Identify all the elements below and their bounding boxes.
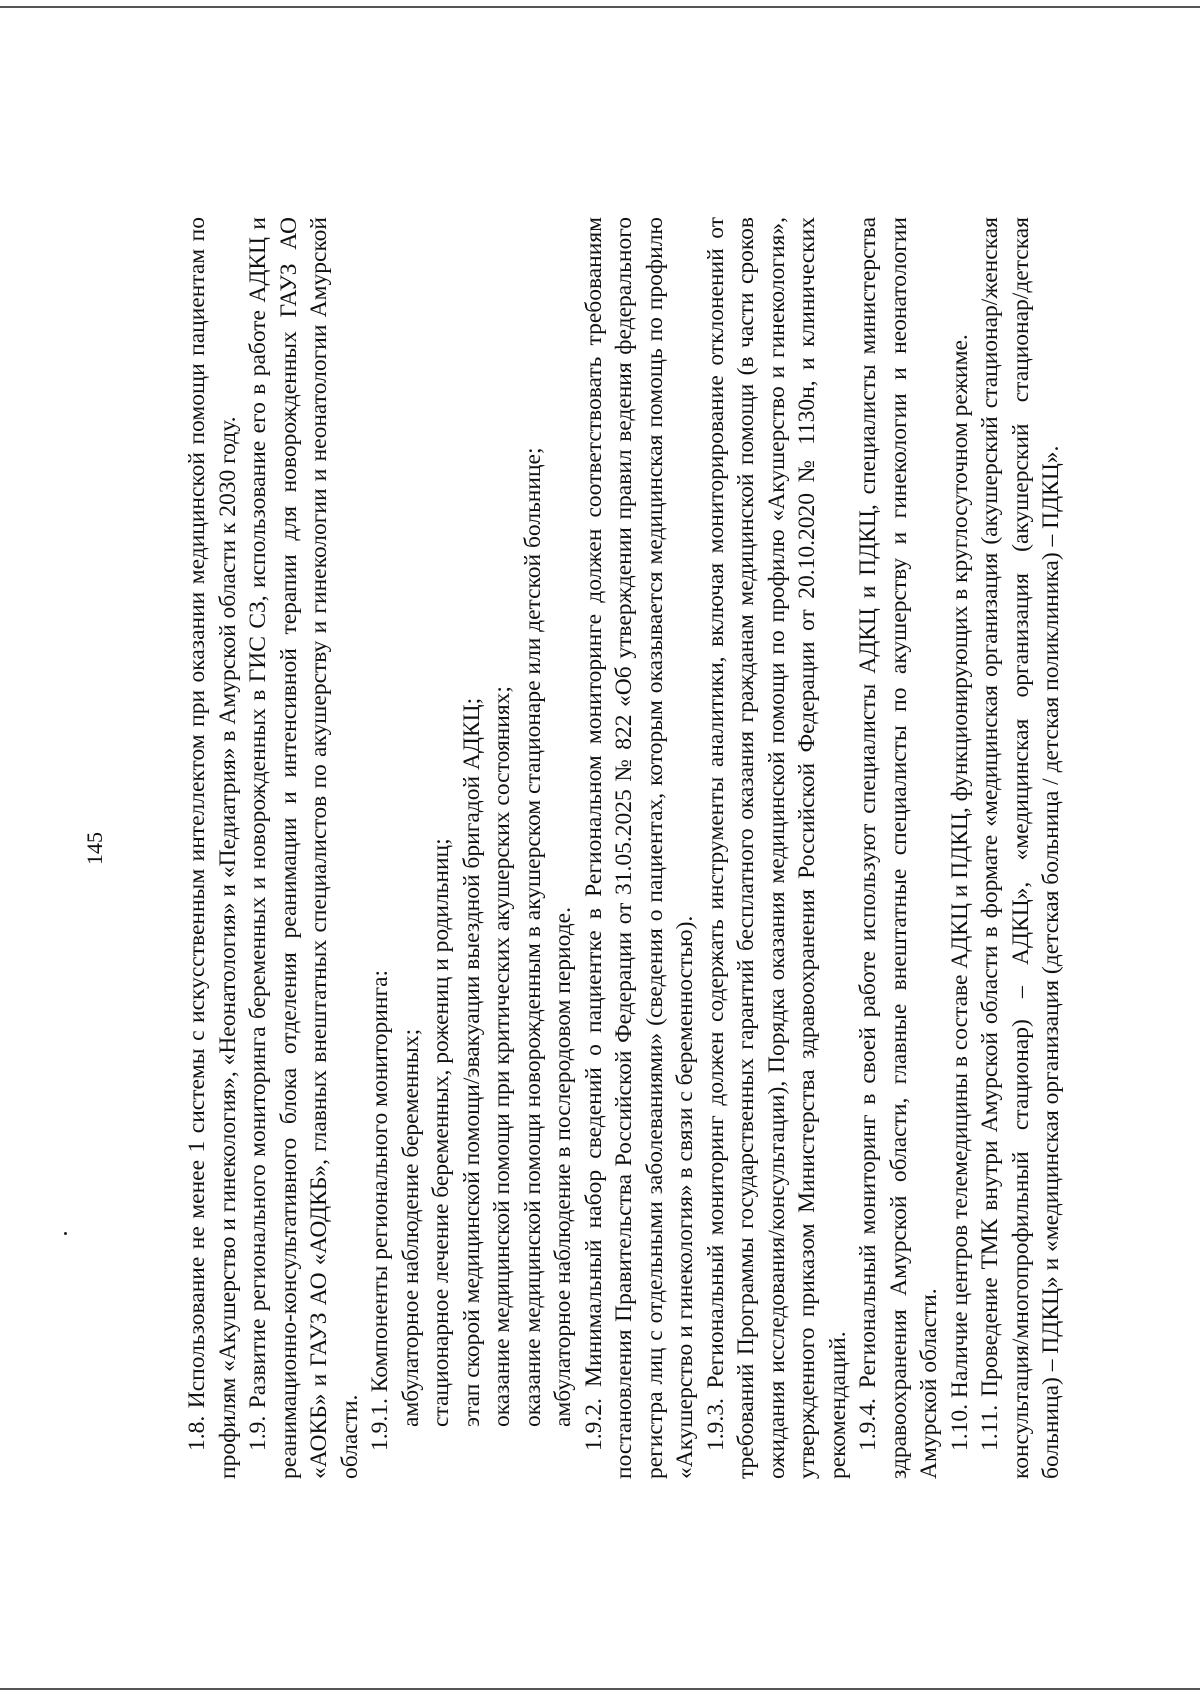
list-item: оказание медицинской помощи при критических акушерских состояниях; [489,686,515,1427]
list-item: стационарное лечение беременных, рожениц и родильниц; [428,838,454,1427]
paragraph-1-9-2: 1.9.2. Минимальный набор сведений о пациентке в Региональном мониторинге должен соответствовать требованиям постановления Правительства Российской Федерации от 31.05.2025 № 822 «Об утверждении правил ведения федерального регистра лиц с отдельными заболеваниями» (сведения о пациентах, которым оказывается медицинская помощь по профилю «Акушерство и гинекология» в связи с беременностью). [580,217,698,1479]
page-number: 145 [82,832,107,865]
paragraph-1-11: 1.11. Проведение ТМК внутри Амурской области в формате «медицинская организация (акушерский стационар/женская консультация/многопрофильный стационар) – АДКЦ», «медицинская организация (акушерский стационар/детская больница) – ПДКЦ» и «медицинская организация (детская больница / детская поликлиника) – ПДКЦ». [977,217,1064,1479]
paragraph-1-9: 1.9. Развитие регионального мониторинга беременных и новорожденных в ГИС СЗ, использование его в работе АДКЦ и реанимационно-консультативного блока отделения реанимации и интенсивной терапии для новорожденных ГАУЗ АО «АОКБ» и ГАУЗ АО «АОДКБ», главных внештатных специалистов по акушерству и гинекологии и неонатологии Амурской области. [245,217,363,1479]
paragraph-1-10: 1.10. Наличие центров телемедицины в составе АДКЦ и ПДКЦ, функционирующих в круглосуточном режиме. [946,334,973,1451]
list-item: амбулаторное наблюдение в послеродовом периоде. [550,907,576,1427]
list-item: амбулаторное наблюдение беременных; [397,1028,424,1427]
document-body [182,217,1067,1479]
paragraph-1-9-3: 1.9.3. Региональный мониторинг должен содержать инструменты аналитики, включая мониторирование отклонений от требований Программы государственных гарантий бесплатного оказания гражданам медицинской помощи (в части сроков ожидания исследования/консультации), Порядка оказания медицинской помощи по профилю «Акушерство и гинекология», утвержденного приказом Министерства здравоохранения Российской Федерации от 20.10.2020 № 1130н, и клинических рекомендаций. [702,217,851,1479]
paragraph-1-8: 1.8. Использование не менее 1 системы с искусственным интеллектом при оказании медицинской помощи пациентам по профилям «Акушерство и гинекология», «Неонатология» и «Педиатрия» в Амурской области к 2030 году. [184,217,241,1479]
paragraph-1-9-4: 1.9.4. Региональный мониторинг в своей работе используют специалисты АДКЦ и ПДКЦ, специалисты министерства здравоохранения Амурской области, главные внештатные специалисты по акушерству и гинекологии и неонатологии Амурской области. [855,217,942,1479]
list-item: этап скорой медицинской помощи/эвакуации выездной бригадой АДКЦ; [458,697,485,1427]
paragraph-1-9-1: 1.9.1. Компоненты регионального мониторинга: [367,969,393,1451]
list-item: оказание медицинской помощи новорожденным в акушерском стационаре или детской больнице; [519,447,546,1427]
